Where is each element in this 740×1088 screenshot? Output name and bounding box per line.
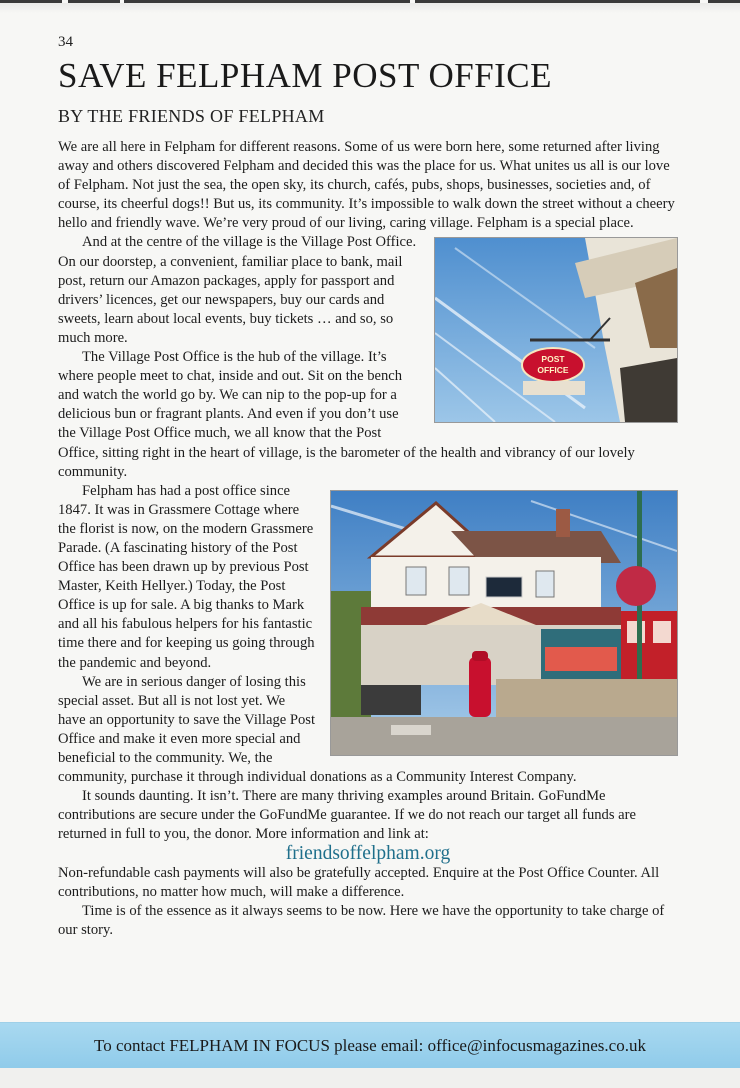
page-bottom-margin	[0, 1068, 740, 1088]
paragraph-6: It sounds daunting. It isn’t. There are many thriving examples around Britain. GoFundMe contributions are secure under the GoFundMe guarantee. If we do not reach our target all funds are returned in full to you, the donor. More information and link at:	[58, 788, 636, 843]
contact-footer-text: To contact FELPHAM IN FOCUS please email: office@infocusmagazines.co.uk	[94, 1036, 646, 1055]
contact-footer	[0, 1022, 740, 1069]
paragraph-3: The Village Post Office is the hub of the village. It’s where people meet to chat, inside and out. Sit on the bench and watch the world go by. We can nip to the pop-up for a delicious bun or fragrant plants. And even if you don’t use the Village Post Office much, we all know that the Post Office, sitting right in the heart of village, is the barometer of the health and vibrancy of our lovely community.	[58, 349, 635, 480]
paragraph-5: We are in serious danger of losing this special asset. But all is not lost yet. We have an opportunity to save the Village Post Office and make it even more special and beneficial to the community. We, the community, purchase it through individual donations as a Community Interest Company.	[58, 673, 577, 786]
sign-text-post: POST	[541, 354, 565, 365]
paragraph-4: Felpham has had a post office since 1847. It was in Grassmere Cottage where the florist is now, on the modern Grassmere Parade. (A fascinating history of the Post Office has been drawn up by previous Post Master, Keith Hellyer.) Today, the Post Office is up for sale. A big thanks to Mark and all his fabulous helpers for his fantastic time there and for keeping us going through the pandemic and beyond.	[58, 482, 678, 673]
paragraph-7: Non-refundable cash payments will also be gratefully accepted. Enquire at the Post Office Counter. All contributions, no matter how much, will make a difference.	[58, 864, 660, 900]
page-top-edge	[0, 0, 740, 13]
website-link[interactable]: friendsoffelpham.org	[285, 843, 451, 865]
paragraph-2: POST OFFICE And at the centre of the village is the Village Post Office. On our doorstep, a convenient, familiar place to bank, mail post, return our Amazon packages, apply for passport and drivers’ licences, get our newspapers, buy our cards and sweets, learn about local events, buy tickets … and so, so much more.	[58, 233, 678, 348]
paragraph-8: Time is of the essence as it always seems to be now. Here we have the opportunity to take charge of our story.	[58, 902, 665, 938]
article-byline: BY THE FRIENDS OF FELPHAM	[58, 106, 325, 126]
sign-text-office: OFFICE	[537, 365, 569, 376]
article-body	[58, 138, 678, 940]
post-office-sign-photo	[434, 237, 678, 423]
article-title: SAVE FELPHAM POST OFFICE	[58, 56, 553, 95]
paragraph-1: We are all here in Felpham for different reasons. Some of us were born here, some returned after living away and others discovered Felpham and decided this was the place for us. What unites us all is our love of Felpham. Not just the sea, the open sky, its church, cafés, pubs, shops, businesses, societies and, of course, its cheerful dogs!! But us, its community. It’s impossible to walk down the street without a cheery hello and friendly wave. We’re very proud of our living, caring village. Felpham is a special place.	[58, 139, 675, 232]
village-post-office-photo	[330, 490, 678, 756]
page-number: 34	[58, 34, 73, 50]
